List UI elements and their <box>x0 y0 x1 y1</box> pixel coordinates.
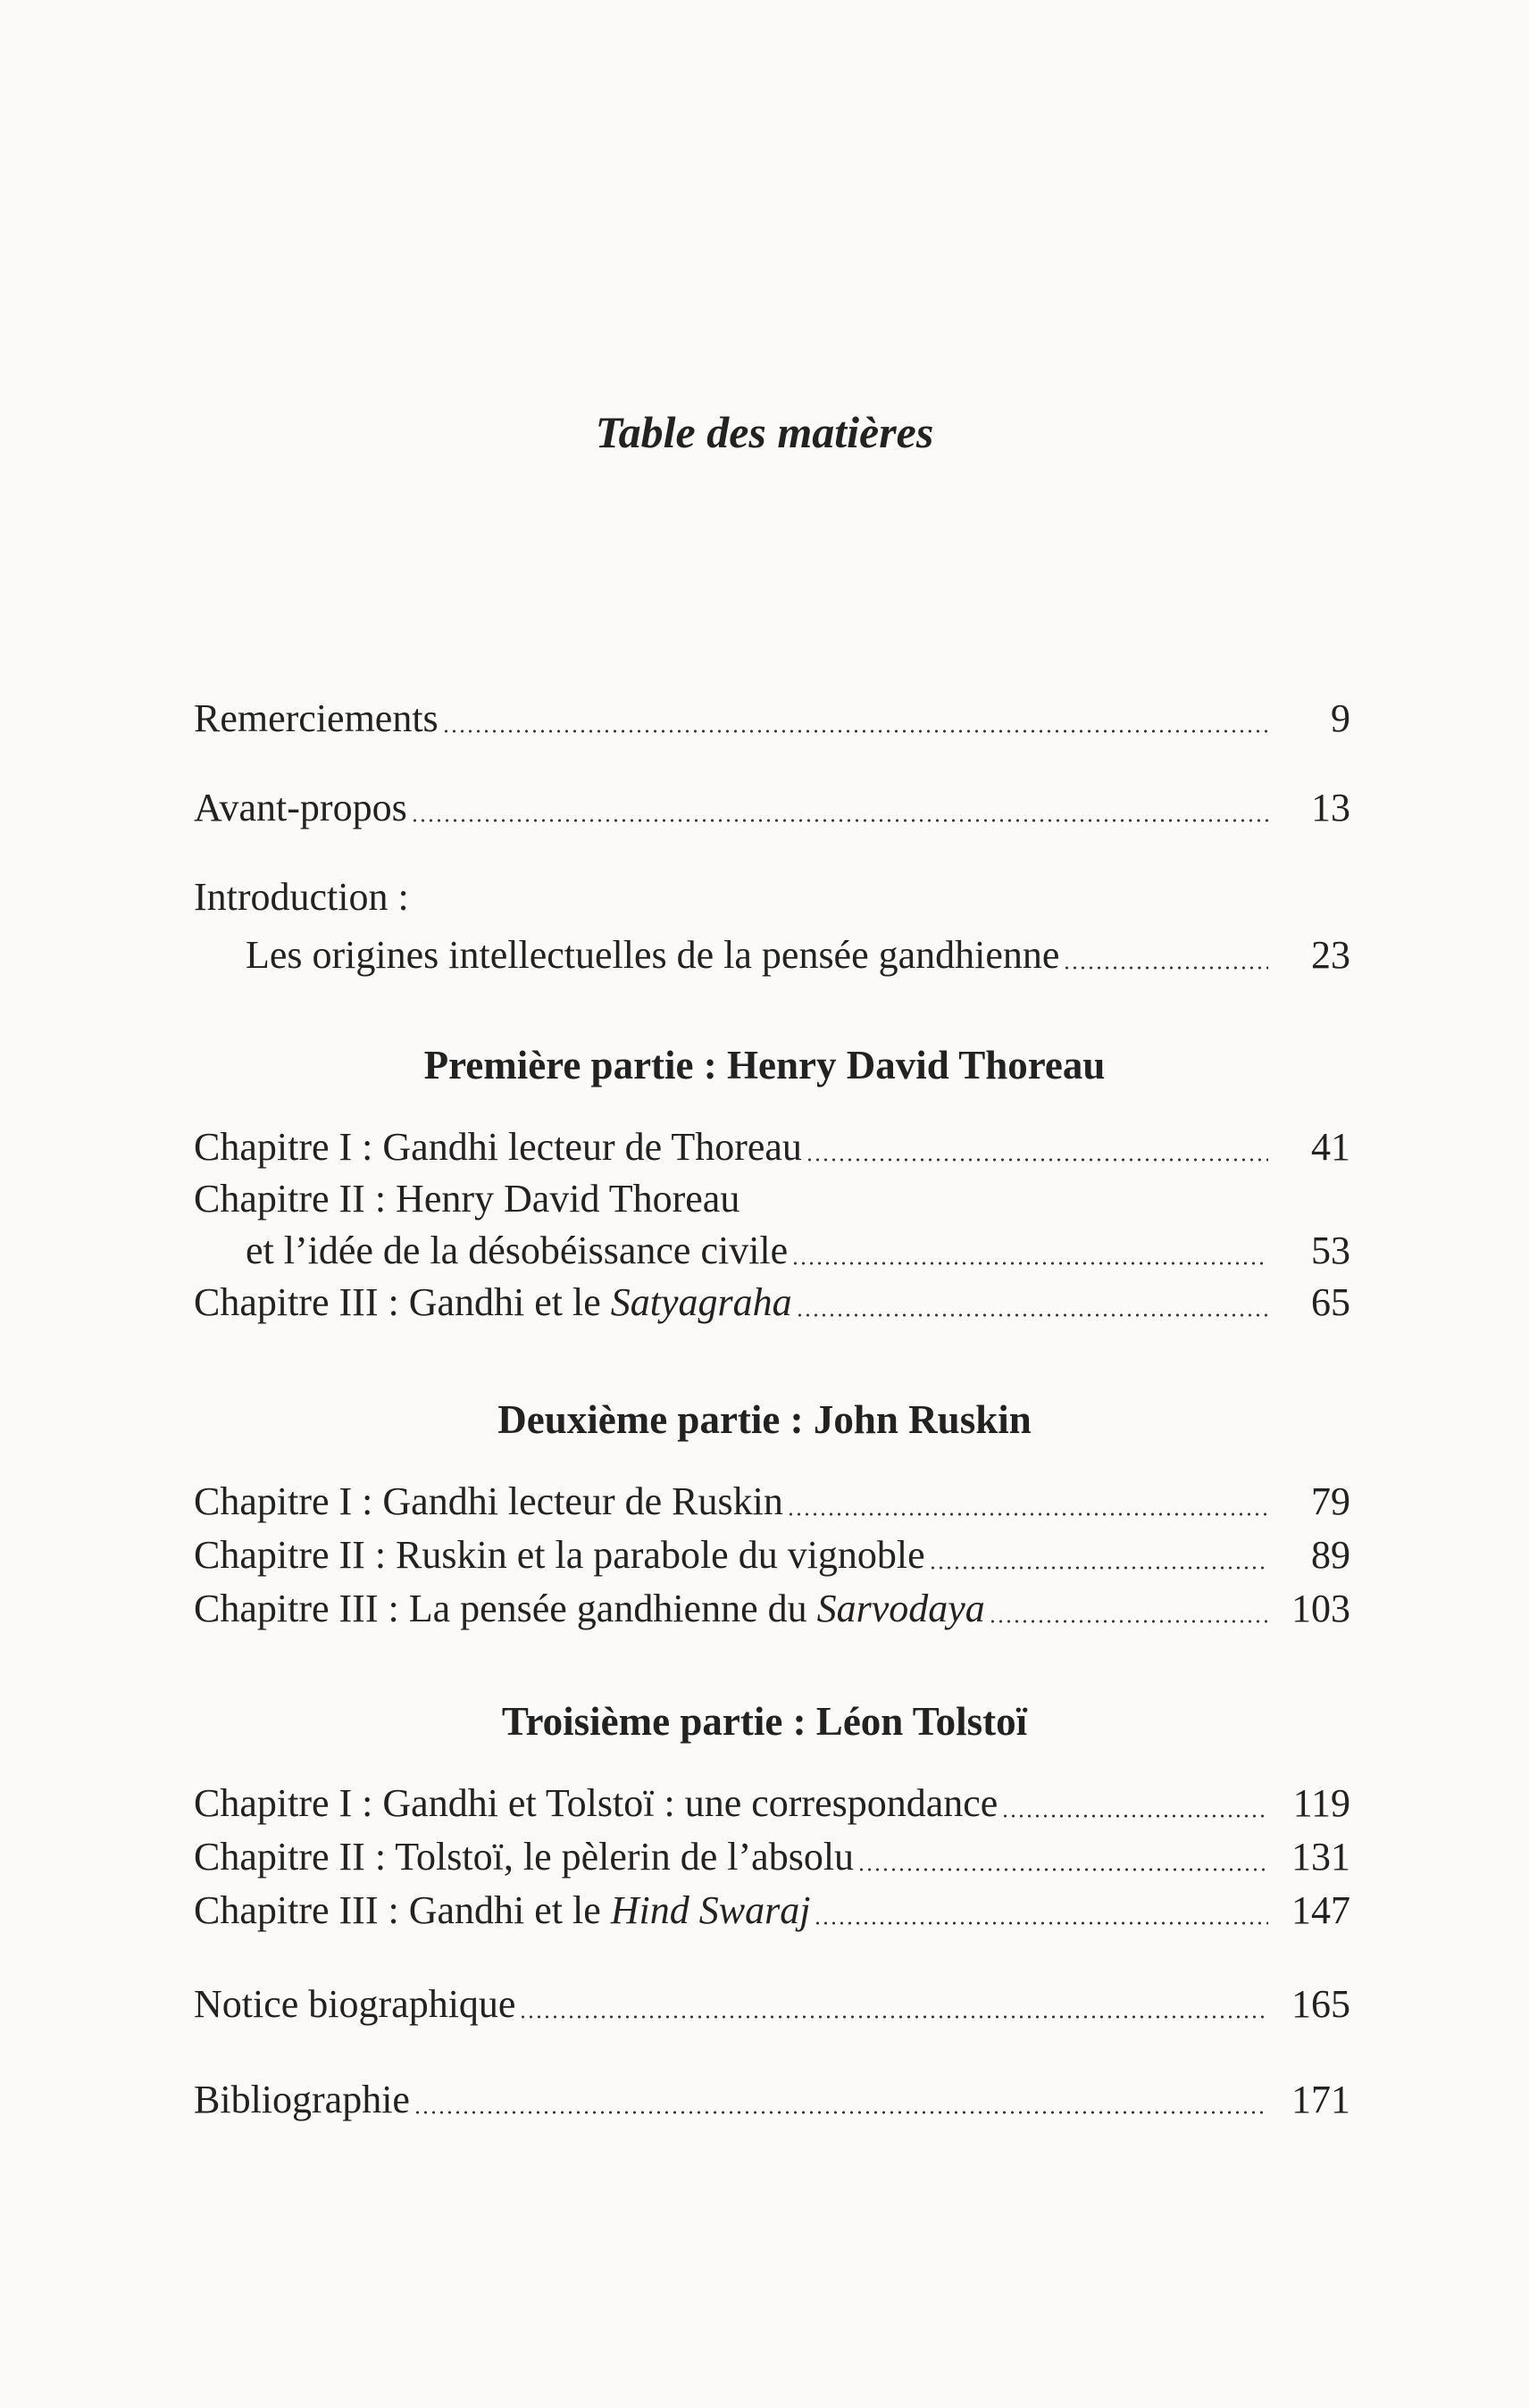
toc-entry-label: Chapitre I : Gandhi lecteur de Ruskin <box>194 1479 783 1523</box>
toc-entry-chapter <box>194 1529 1350 1582</box>
toc-page-number: 79 <box>1311 1479 1350 1523</box>
toc-page-number: 9 <box>1331 696 1350 740</box>
toc-intro-heading: Introduction : <box>194 875 409 919</box>
toc-entry-label: Chapitre I : Gandhi lecteur de Thoreau <box>194 1125 802 1169</box>
leader-dots <box>1001 1814 1268 1818</box>
toc-page-number: 171 <box>1291 2078 1350 2121</box>
toc-entry-chapter <box>194 1475 1350 1529</box>
toc-page-number: 53 <box>1311 1229 1350 1272</box>
toc-entry-label-italic: Satyagraha <box>610 1280 792 1324</box>
toc-entry-introduction <box>194 929 1350 982</box>
toc-entry-label: Avant-propos <box>194 786 407 829</box>
toc-page-number: 89 <box>1311 1533 1350 1577</box>
toc-entry-label-italic: Hind Swaraj <box>610 1888 811 1932</box>
leader-dots <box>806 1158 1268 1162</box>
leader-dots <box>796 1313 1268 1317</box>
toc-entry-label: Chapitre I : Gandhi et Tolstoï : une correspondance <box>194 1781 998 1825</box>
toc-page-number: 119 <box>1292 1781 1350 1825</box>
part-title-1: Première partie : Henry David Thoreau <box>423 1043 1106 1087</box>
toc-entry-label: Notice biographique <box>194 1982 516 2026</box>
toc-entry-chapter <box>194 1582 1350 1636</box>
leader-dots <box>519 2015 1268 2019</box>
toc-entry-label <box>194 1884 810 1937</box>
leader-dots <box>857 1868 1268 1871</box>
toc-entry-label: Chapitre II : Tolstoï, le pèlerin de l’absolu <box>194 1835 855 1879</box>
leader-dots <box>791 1262 1268 1265</box>
toc-entry-label: Chapitre II : Henry David Thoreau <box>194 1177 740 1221</box>
toc-entry-label <box>194 1276 792 1329</box>
leader-dots <box>929 1566 1268 1570</box>
toc-entry-bibliographie <box>194 2073 1350 2127</box>
toc-entry-label-text: Chapitre III : Gandhi et le <box>194 1280 611 1324</box>
toc-entry-chapter <box>194 1224 1350 1278</box>
leader-dots <box>989 1620 1268 1623</box>
toc-entry-label-continued: et l’idée de la désobéissance civile <box>246 1229 789 1272</box>
toc-entry-notice <box>194 1978 1350 2031</box>
leader-dots <box>442 729 1268 733</box>
toc-entry-avant-propos <box>194 781 1350 835</box>
page-title: Table des matières <box>595 407 934 457</box>
part-title-3: Troisième partie : Léon Tolstoï <box>501 1699 1028 1744</box>
toc-entry-label-italic: Sarvodaya <box>816 1587 985 1630</box>
toc-page-number: 165 <box>1291 1982 1350 2026</box>
toc-page-number: 147 <box>1291 1888 1350 1932</box>
toc-entry-chapter <box>194 1777 1350 1830</box>
toc-page-number: 23 <box>1311 933 1350 977</box>
toc-entry-label: Bibliographie <box>194 2078 410 2121</box>
leader-dots <box>414 2111 1268 2114</box>
toc-entry-label-text: Chapitre III : Gandhi et le <box>194 1888 611 1932</box>
toc-entry-label-text: Chapitre III : La pensée gandhienne du <box>194 1587 817 1630</box>
toc-page-number: 41 <box>1311 1125 1350 1169</box>
toc-page-number: 131 <box>1291 1835 1350 1879</box>
toc-page-number: 103 <box>1291 1587 1350 1630</box>
toc-entry-chapter <box>194 1276 1350 1329</box>
toc-entry-chapter <box>194 1830 1350 1884</box>
toc-entry-chapter <box>194 1884 1350 1937</box>
part-title-2: Deuxième partie : John Ruskin <box>497 1397 1032 1442</box>
toc-entry-chapter <box>194 1121 1350 1174</box>
toc-entry-remerciements <box>194 692 1350 746</box>
leader-dots <box>1063 966 1268 970</box>
leader-dots <box>411 819 1268 822</box>
leader-dots <box>787 1512 1268 1516</box>
toc-entry-label: Remerciements <box>194 696 439 740</box>
leader-dots <box>814 1921 1268 1925</box>
toc-page-number: 13 <box>1311 786 1350 829</box>
toc-page-number: 65 <box>1311 1280 1350 1324</box>
toc-entry-label: Chapitre II : Ruskin et la parabole du vignoble <box>194 1533 925 1577</box>
toc-entry-label: Les origines intellectuelles de la pensée gandhienne <box>246 933 1060 977</box>
toc-entry-label <box>194 1582 985 1636</box>
